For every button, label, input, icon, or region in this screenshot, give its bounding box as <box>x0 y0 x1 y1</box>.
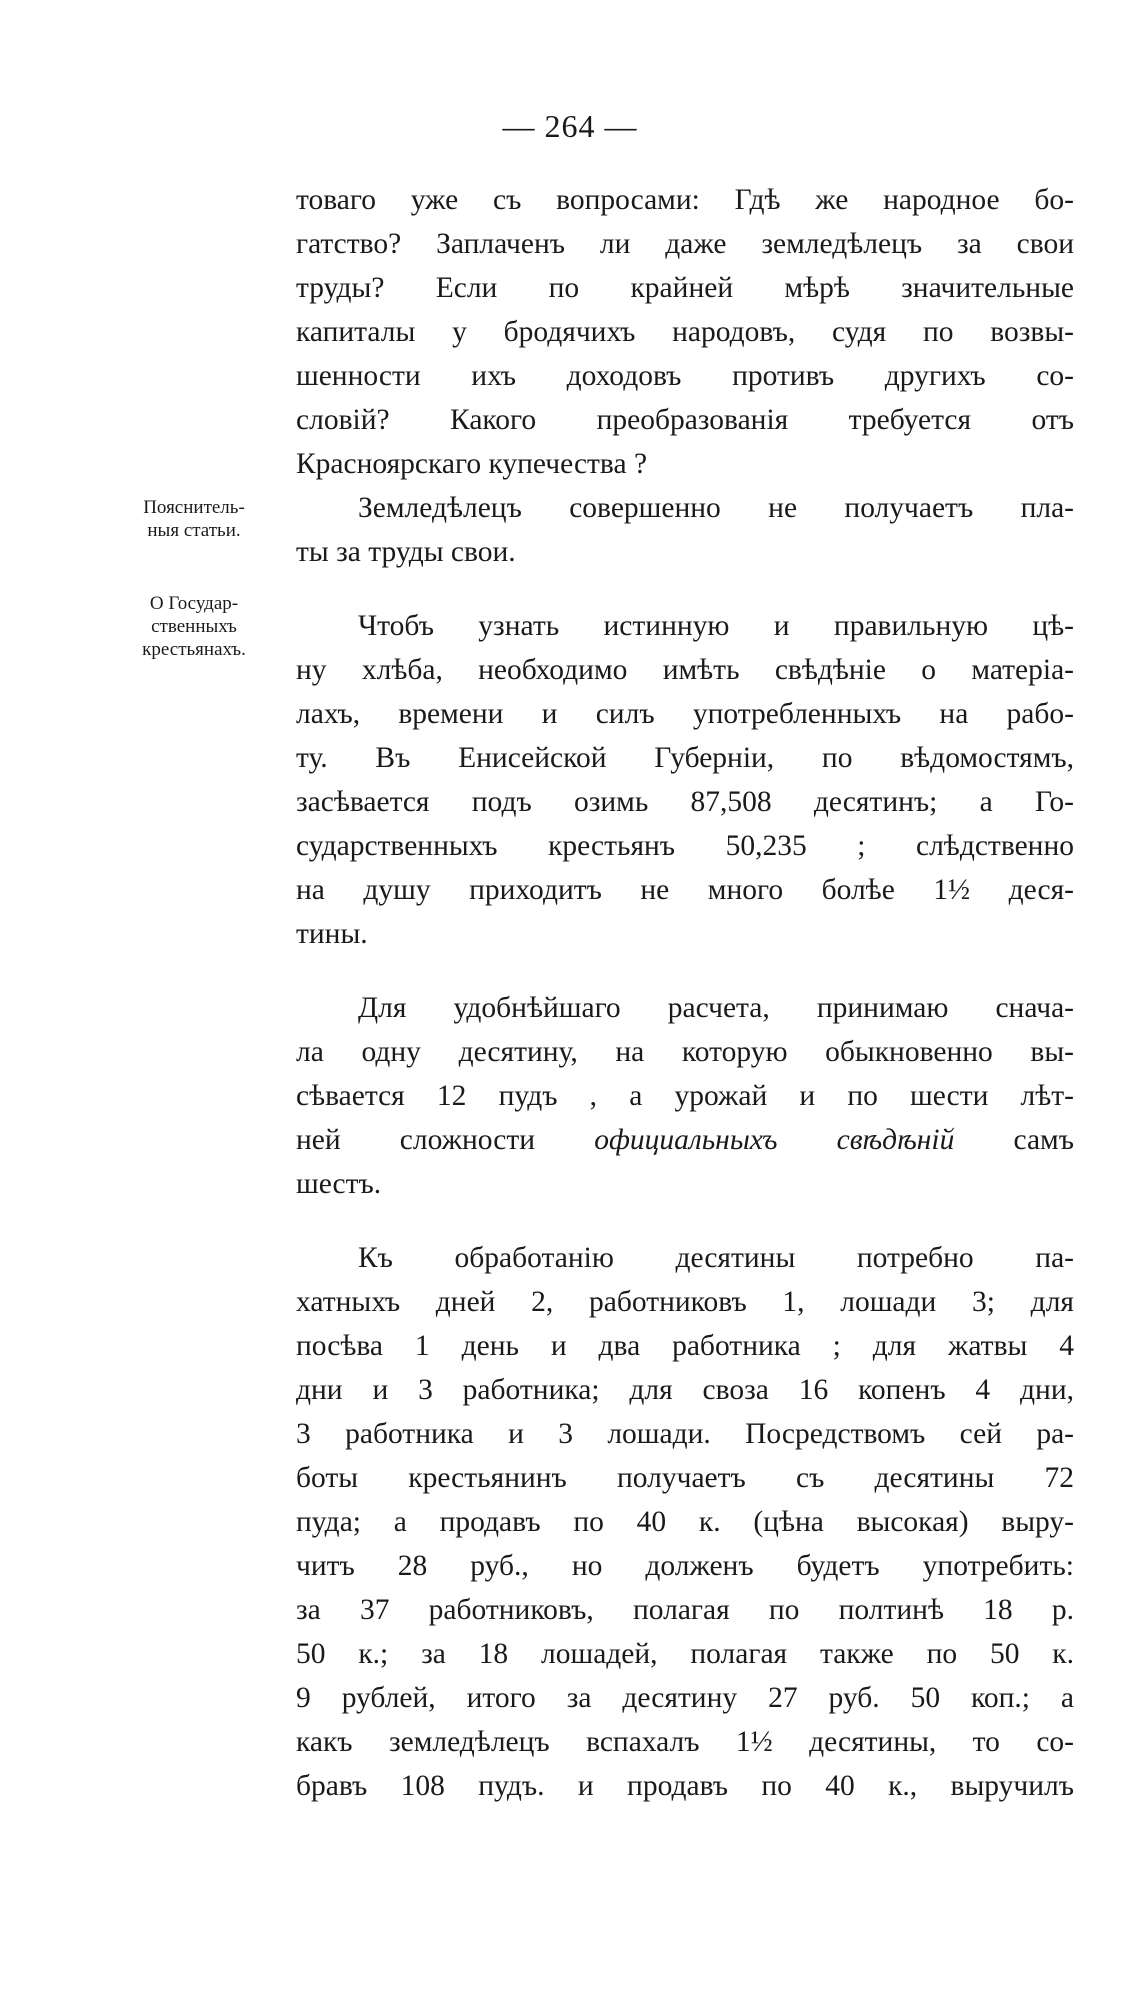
paragraph-4 <box>296 986 1074 1206</box>
text-line: читъ 28 руб., но долженъ будетъ употребить: <box>296 1550 1074 1582</box>
text-line-with-italic <box>296 1118 1074 1162</box>
margin-note-explanatory-articles <box>98 496 290 542</box>
margin-note-state-peasants <box>98 592 290 661</box>
text-line: засѣвается подъ озимь 87,508 десятинъ; а Го- <box>296 786 1074 818</box>
text-line: лахъ, времени и силъ употребленныхъ на рабо- <box>296 698 1074 730</box>
text-line: за 37 работниковъ, полагая по полтинѣ 18 р. <box>296 1594 1074 1626</box>
text-line: ту. Въ Енисейской Губерніи, по вѣдомостямъ, <box>296 742 1074 774</box>
text-line: на душу приходитъ не много болѣе 1½ деся- <box>296 874 1074 906</box>
text-line: Къ обработанію десятины потребно па- <box>358 1242 1074 1274</box>
text-line: товаго уже съ вопросами: Гдѣ же народное бо- <box>296 184 1074 216</box>
paragraph-1 <box>296 178 1074 486</box>
text-line: хатныхъ дней 2, работниковъ 1, лошади 3; для <box>296 1286 1074 1318</box>
text-fragment: самъ <box>954 1124 1074 1156</box>
margin-note-line: ныя статьи. <box>147 520 241 541</box>
text-line: ты за труды свои. <box>296 536 516 568</box>
text-line: сѣвается 12 пудъ , а урожай и по шести лѣт- <box>296 1080 1074 1112</box>
text-line: сударственныхъ крестьянъ 50,235 ; слѣдственно <box>296 830 1074 862</box>
text-line: Земледѣлецъ совершенно не получаетъ пла- <box>358 492 1074 524</box>
text-line: какъ земледѣлецъ вспахалъ 1½ десятины, то со- <box>296 1726 1074 1758</box>
text-line: боты крестьянинъ получаетъ съ десятины 72 <box>296 1462 1074 1494</box>
paragraph-2 <box>296 486 1074 574</box>
text-line: Чтобъ узнать истинную и правильную цѣ- <box>358 610 1074 642</box>
text-line: бравъ 108 пудъ. и продавъ по 40 к., выручилъ <box>296 1770 1074 1802</box>
page-number: — 264 — <box>502 108 638 144</box>
italic-phrase: официальныхъ свѣдѣній <box>594 1124 955 1156</box>
text-line: 9 рублей, итого за десятину 27 руб. 50 коп.; а <box>296 1682 1074 1714</box>
margin-note-line: крестьянахъ. <box>142 639 246 660</box>
text-line: 3 работника и 3 лошади. Посредствомъ сей ра- <box>296 1418 1074 1450</box>
margin-note-line: ственныхъ <box>151 616 237 637</box>
text-line: капиталы у бродячихъ народовъ, судя по возвы- <box>296 316 1074 348</box>
text-line: словій? Какого преобразованія требуется отъ <box>296 404 1074 436</box>
text-line: труды? Если по крайней мѣрѣ значительные <box>296 272 1074 304</box>
text-line: шестъ. <box>296 1168 382 1200</box>
paragraph-3 <box>296 604 1074 956</box>
text-line: посѣва 1 день и два работника ; для жатвы 4 <box>296 1330 1074 1362</box>
paragraph-5 <box>296 1236 1074 1808</box>
text-line: ла одну десятину, на которую обыкновенно вы- <box>296 1036 1074 1068</box>
text-line: Красноярскаго купечества ? <box>296 448 648 480</box>
text-line: Для удобнѣйшаго расчета, принимаю снача- <box>358 992 1074 1024</box>
text-line: ну хлѣба, необходимо имѣть свѣдѣніе о матеріа- <box>296 654 1074 686</box>
text-line: тины. <box>296 918 368 950</box>
text-line: пуда; а продавъ по 40 к. (цѣна высокая) выру- <box>296 1506 1074 1538</box>
text-line: гатство? Заплаченъ ли даже земледѣлецъ за свои <box>296 228 1074 260</box>
text-line: 50 к.; за 18 лошадей, полагая также по 50 к. <box>296 1638 1074 1670</box>
text-line: дни и 3 работника; для своза 16 копенъ 4 дни, <box>296 1374 1074 1406</box>
text-fragment: ней сложности <box>296 1124 595 1156</box>
text-line: шенности ихъ доходовъ противъ другихъ со- <box>296 360 1074 392</box>
margin-note-line: О Государ- <box>149 593 239 614</box>
margin-note-line: Пояснитель- <box>143 497 245 518</box>
main-text <box>296 178 1074 1808</box>
